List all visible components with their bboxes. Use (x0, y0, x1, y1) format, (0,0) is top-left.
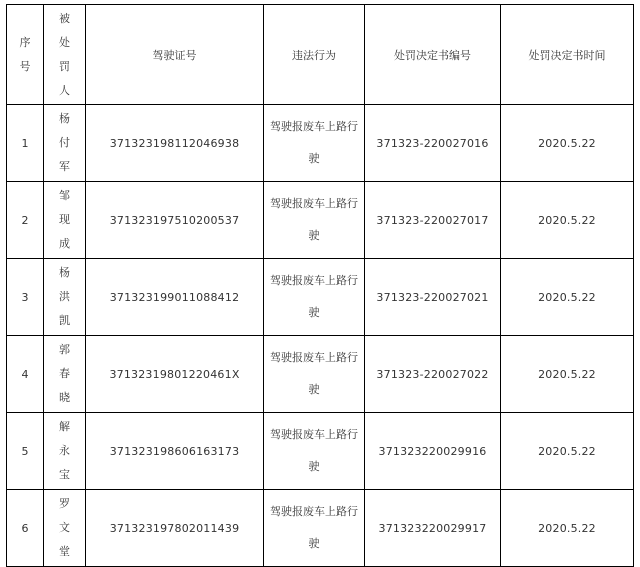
cell-decision-date: 2020.5.22 (501, 182, 634, 259)
cell-person: 解永宝 (44, 413, 86, 490)
cell-license: 371323199011088412 (86, 259, 264, 336)
cell-decision-number: 371323-220027021 (365, 259, 501, 336)
cell-person: 邹现成 (44, 182, 86, 259)
cell-person: 郭春晓 (44, 336, 86, 413)
header-license: 驾驶证号 (86, 5, 264, 105)
header-person: 被处罚人 (44, 5, 86, 105)
cell-violation: 驾驶报废车上路行驶 (264, 490, 365, 567)
cell-decision-date: 2020.5.22 (501, 336, 634, 413)
table-header-row (7, 5, 634, 105)
cell-decision-number: 371323-220027017 (365, 182, 501, 259)
cell-person: 杨付军 (44, 105, 86, 182)
table-row (7, 182, 634, 259)
table-row (7, 336, 634, 413)
table-row (7, 259, 634, 336)
cell-violation: 驾驶报废车上路行驶 (264, 259, 365, 336)
cell-license: 371323197802011439 (86, 490, 264, 567)
penalty-table (6, 4, 634, 567)
cell-decision-date: 2020.5.22 (501, 259, 634, 336)
table-row (7, 413, 634, 490)
header-violation: 违法行为 (264, 5, 365, 105)
cell-serial: 4 (7, 336, 44, 413)
cell-person: 罗文堂 (44, 490, 86, 567)
cell-serial: 5 (7, 413, 44, 490)
cell-violation: 驾驶报废车上路行驶 (264, 105, 365, 182)
cell-serial: 3 (7, 259, 44, 336)
cell-person: 杨洪凯 (44, 259, 86, 336)
cell-serial: 1 (7, 105, 44, 182)
table-row (7, 105, 634, 182)
cell-license: 371323197510200537 (86, 182, 264, 259)
header-decision-date: 处罚决定书时间 (501, 5, 634, 105)
header-serial: 序号 (7, 5, 44, 105)
cell-license: 37132319801220461X (86, 336, 264, 413)
cell-violation: 驾驶报废车上路行驶 (264, 336, 365, 413)
cell-decision-number: 371323220029916 (365, 413, 501, 490)
cell-violation: 驾驶报废车上路行驶 (264, 182, 365, 259)
cell-license: 371323198112046938 (86, 105, 264, 182)
cell-decision-date: 2020.5.22 (501, 105, 634, 182)
cell-serial: 6 (7, 490, 44, 567)
cell-serial: 2 (7, 182, 44, 259)
header-decision-number: 处罚决定书编号 (365, 5, 501, 105)
cell-decision-date: 2020.5.22 (501, 413, 634, 490)
cell-decision-number: 371323-220027022 (365, 336, 501, 413)
table-row (7, 490, 634, 567)
cell-decision-date: 2020.5.22 (501, 490, 634, 567)
cell-violation: 驾驶报废车上路行驶 (264, 413, 365, 490)
cell-decision-number: 371323-220027016 (365, 105, 501, 182)
cell-decision-number: 371323220029917 (365, 490, 501, 567)
cell-license: 371323198606163173 (86, 413, 264, 490)
